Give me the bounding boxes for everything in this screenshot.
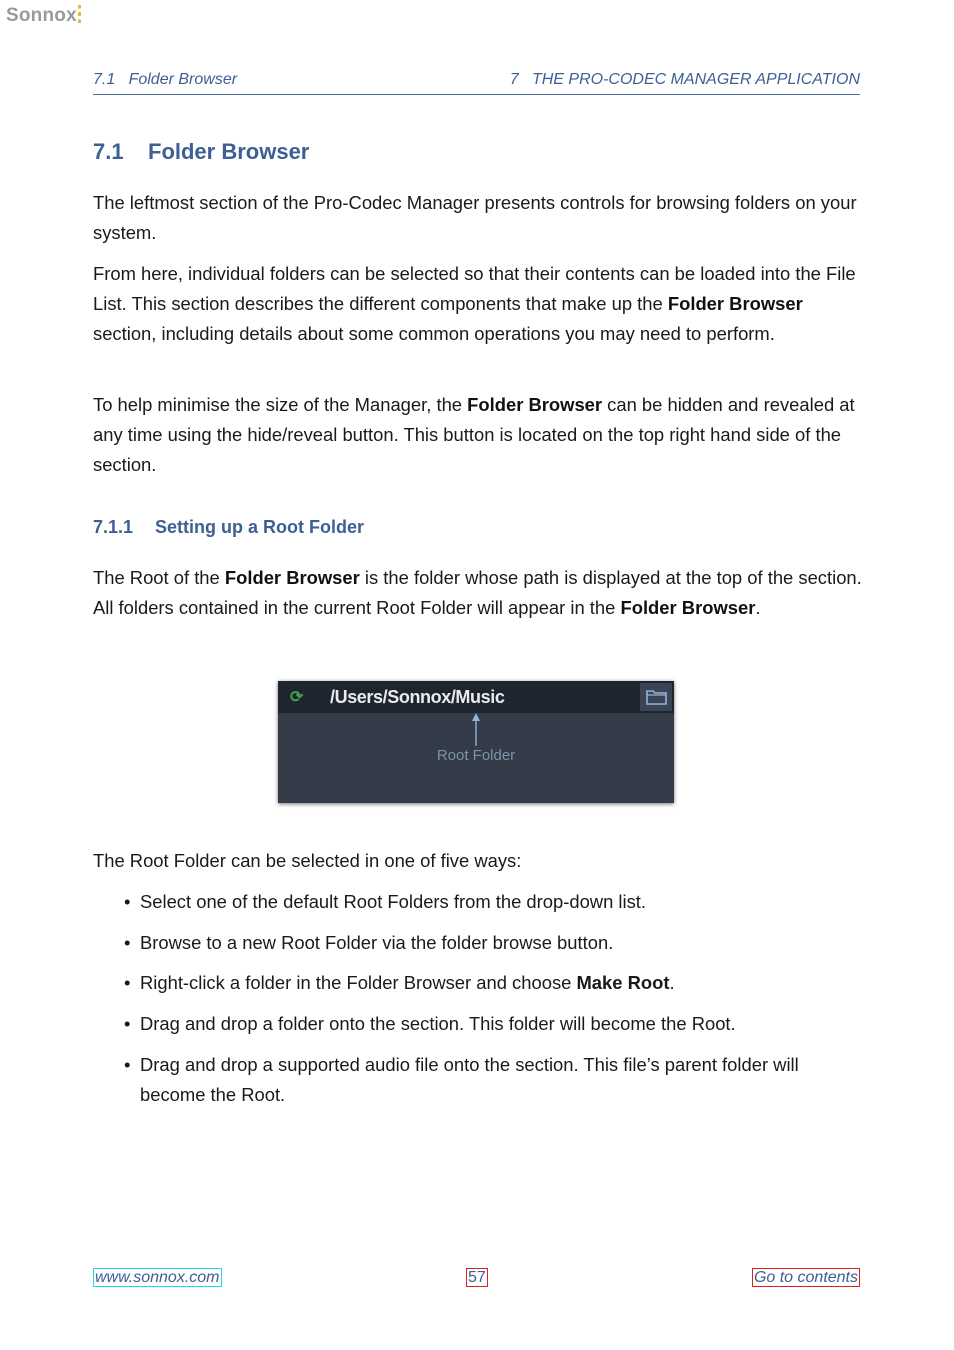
- text-run: The Root of the: [93, 567, 225, 588]
- text-run: .: [755, 597, 761, 619]
- subsection-number: 7.1.1: [93, 517, 134, 537]
- root-paragraph: [93, 563, 863, 623]
- header-chapter: 7 THE PRO-CODEC MANAGER APPLICATION: [509, 71, 860, 88]
- pointer-arrow-icon: [470, 713, 482, 747]
- bullet-icon: •: [124, 931, 131, 953]
- intro-paragraph-3: [93, 390, 863, 481]
- logo-text: Sonnox: [6, 5, 77, 26]
- bullet-icon: •: [124, 972, 131, 994]
- ways-intro: The Root Folder can be selected in one of five ways:: [93, 850, 522, 871]
- bold-term: Folder Browser: [467, 394, 603, 415]
- list-item-text: .: [669, 972, 675, 994]
- page-number-link[interactable]: 57: [468, 1269, 486, 1286]
- header-section: 7.1 Folder Browser: [93, 71, 238, 88]
- text-run: To help minimise the size of the Manager, the: [93, 394, 468, 415]
- bold-term: Folder Browser: [620, 597, 756, 619]
- root-path-bar: [278, 681, 674, 713]
- website-link[interactable]: www.sonnox.com: [95, 1269, 220, 1286]
- intro-paragraph-1: The leftmost section of the Pro-Codec Manager presents controls for browsing folders on your system.: [93, 192, 857, 244]
- subsection-heading: [93, 517, 364, 538]
- section-heading: [93, 139, 309, 165]
- list-item: [93, 887, 863, 917]
- text-run: section, including details about some common operations you may need to perform.: [93, 323, 775, 345]
- bold-term: Make Root: [576, 972, 670, 994]
- subsection-title: Setting up a Root Folder: [155, 517, 364, 537]
- intro-paragraph-2: [93, 259, 863, 350]
- sonnox-logo: [6, 5, 81, 27]
- bullet-icon: •: [124, 1053, 131, 1075]
- bullet-icon: •: [124, 891, 131, 912]
- list-item: [93, 1009, 863, 1039]
- root-path-text: /Users/Sonnox/Music: [330, 687, 505, 707]
- bold-term: Folder Browser: [667, 293, 803, 315]
- footer-website: [93, 1269, 222, 1287]
- text-run: can be hidden and revealed at any time using the hide/reveal button. This button is located on the top right hand side of the section.: [93, 394, 855, 476]
- section-title: Folder Browser: [148, 139, 310, 164]
- folder-icon: [646, 689, 667, 705]
- folder-browse-button[interactable]: [640, 683, 672, 711]
- list-item: [93, 968, 863, 998]
- list-item: [93, 928, 863, 958]
- root-folder-screenshot: [278, 681, 674, 803]
- text-run: From here, individual folders can be selected so that their contents can be loaded into the File List. This section describes the different components that make up the: [93, 263, 856, 315]
- bold-term: Folder Browser: [224, 567, 360, 588]
- footer-page-number: [466, 1269, 488, 1287]
- root-folder-caption: Root Folder: [436, 747, 516, 764]
- list-item: [93, 1050, 863, 1110]
- ways-list: [93, 887, 863, 1121]
- running-header: [93, 71, 860, 95]
- list-item-text: Select one of the default Root Folders from the drop-down list.: [140, 891, 647, 912]
- list-item-text: Right-click a folder in the Folder Browser and choose: [140, 972, 577, 994]
- footer-contents: [752, 1269, 860, 1287]
- list-item-text: Browse to a new Root Folder via the folder browse button.: [140, 931, 614, 953]
- section-number: 7.1: [93, 139, 124, 164]
- list-item-text: Drag and drop a folder onto the section. This folder will become the Root.: [140, 1013, 736, 1035]
- refresh-icon[interactable]: ⟳: [290, 689, 304, 706]
- logo-dots: [78, 5, 81, 23]
- go-to-contents-link[interactable]: Go to contents: [753, 1269, 858, 1286]
- list-item-text: Drag and drop a supported audio file onto the section. This file’s parent folder will become the Root.: [140, 1053, 799, 1106]
- text-run: is the folder whose path is displayed at the top of the section. All folders contained in the current Root Folder will appear in the: [93, 567, 862, 619]
- bullet-icon: •: [124, 1013, 131, 1035]
